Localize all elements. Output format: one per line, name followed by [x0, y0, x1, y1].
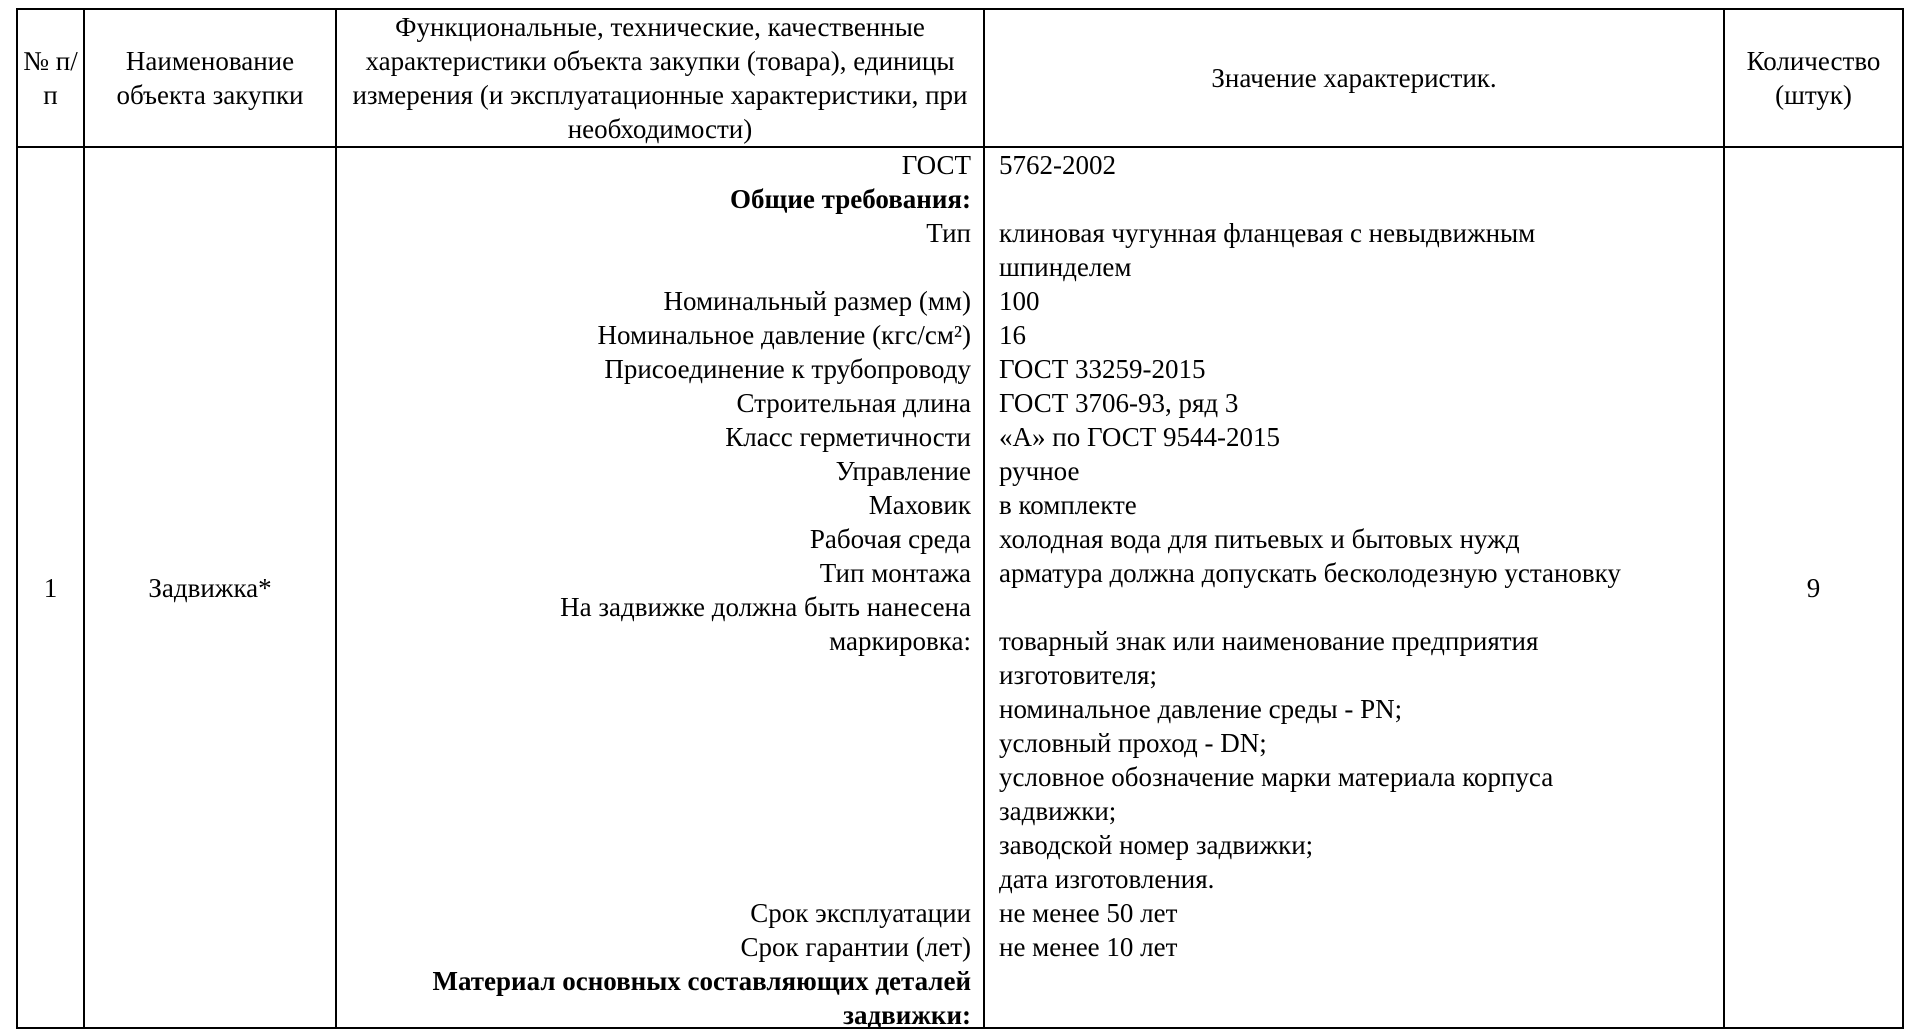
- characteristic-label: ГОСТ: [901, 150, 971, 180]
- characteristic-value: задвижки;: [999, 796, 1117, 826]
- characteristic-label: [337, 726, 985, 760]
- characteristic-value: ГОСТ 33259-2015: [999, 354, 1206, 384]
- characteristic-label: [337, 794, 985, 828]
- row-item-name: Задвижка*: [84, 147, 336, 1028]
- characteristic-value: товарный знак или наименование предприятия: [999, 626, 1539, 656]
- characteristics-labels: [337, 148, 985, 1032]
- characteristic-label: [337, 760, 985, 794]
- characteristic-label: Срок эксплуатации: [750, 898, 971, 928]
- characteristic-value: клиновая чугунная фланцевая с невыдвижным: [999, 218, 1536, 248]
- header-quantity-text: Количество (штук): [1746, 46, 1881, 110]
- header-num: [17, 9, 84, 147]
- characteristic-value: в комплекте: [999, 490, 1137, 520]
- characteristic-label: Номинальный размер (мм): [663, 286, 971, 316]
- characteristic-label: Строительная длина: [736, 388, 971, 418]
- characteristic-value: изготовителя;: [999, 660, 1157, 690]
- characteristic-value: [985, 998, 1725, 1032]
- characteristic-value: шпинделем: [999, 252, 1132, 282]
- characteristic-value: не менее 50 лет: [999, 898, 1178, 928]
- characteristic-value: 5762-2002: [999, 150, 1116, 180]
- characteristic-label: маркировка:: [829, 626, 971, 656]
- characteristic-label: [337, 250, 985, 284]
- characteristic-label: Управление: [835, 456, 971, 486]
- header-name-text: Наименование объекта закупки: [116, 46, 304, 110]
- characteristic-label: Материал основных составляющих деталей: [432, 966, 971, 996]
- header-values-text: Значение характеристик.: [1211, 63, 1497, 93]
- characteristic-label: Рабочая среда: [809, 524, 971, 554]
- header-characteristics: [336, 9, 984, 147]
- characteristic-value: [985, 182, 1725, 216]
- characteristic-label: Номинальное давление (кгс/см²): [597, 320, 971, 350]
- characteristic-value: 100: [999, 286, 1040, 316]
- characteristic-label: Тип: [926, 218, 971, 248]
- characteristic-label: Присоединение к трубопроводу: [604, 354, 971, 384]
- header-num-text: № п/п: [23, 46, 78, 110]
- characteristic-label: Срок гарантии (лет): [740, 932, 971, 962]
- characteristic-value: [985, 590, 1725, 624]
- row-quantity: 9: [1724, 147, 1903, 1028]
- characteristic-label: Класс герметичности: [725, 422, 971, 452]
- characteristic-label: [337, 828, 985, 862]
- characteristic-value: условный проход - DN;: [999, 728, 1267, 758]
- characteristic-value: дата изготовления.: [999, 864, 1215, 894]
- header-values: [984, 9, 1724, 147]
- characteristic-value: не менее 10 лет: [999, 932, 1178, 962]
- header-row: [17, 9, 1903, 147]
- characteristic-label: задвижки:: [843, 1000, 971, 1030]
- table-row: [17, 147, 1903, 1028]
- characteristic-label: Общие требования:: [730, 184, 971, 214]
- row-number: 1: [17, 147, 84, 1028]
- characteristic-value: ручное: [999, 456, 1080, 486]
- characteristic-value: ГОСТ 3706-93, ряд 3: [999, 388, 1239, 418]
- characteristic-value: арматура должна допускать бесколодезную установку: [999, 558, 1621, 588]
- header-name: [84, 9, 336, 147]
- characteristic-value: «А» по ГОСТ 9544-2015: [999, 422, 1280, 452]
- characteristics-cell: [336, 147, 984, 1028]
- characteristic-label: [337, 862, 985, 896]
- values-cell: [984, 147, 1724, 1028]
- characteristic-value: холодная вода для питьевых и бытовых нужд: [999, 524, 1520, 554]
- characteristic-value: условное обозначение марки материала корпуса: [999, 762, 1554, 792]
- characteristic-value: заводской номер задвижки;: [999, 830, 1314, 860]
- characteristic-label: [337, 692, 985, 726]
- characteristic-label: На задвижке должна быть нанесена: [560, 592, 971, 622]
- characteristic-label: Тип монтажа: [819, 558, 971, 588]
- characteristic-label: [337, 658, 985, 692]
- header-characteristics-text: Функциональные, технические, качественные характеристики объекта закупки (товара), единицы измерения (и эксплуатационные характеристики, при необходимости): [352, 12, 968, 144]
- spec-table: [16, 8, 1904, 1029]
- characteristics-values: [985, 148, 1725, 1032]
- characteristic-value: номинальное давление среды - PN;: [999, 694, 1403, 724]
- header-quantity: [1724, 9, 1903, 147]
- characteristic-label: Маховик: [868, 490, 971, 520]
- characteristic-value: 16: [999, 320, 1026, 350]
- characteristic-value: [985, 964, 1725, 998]
